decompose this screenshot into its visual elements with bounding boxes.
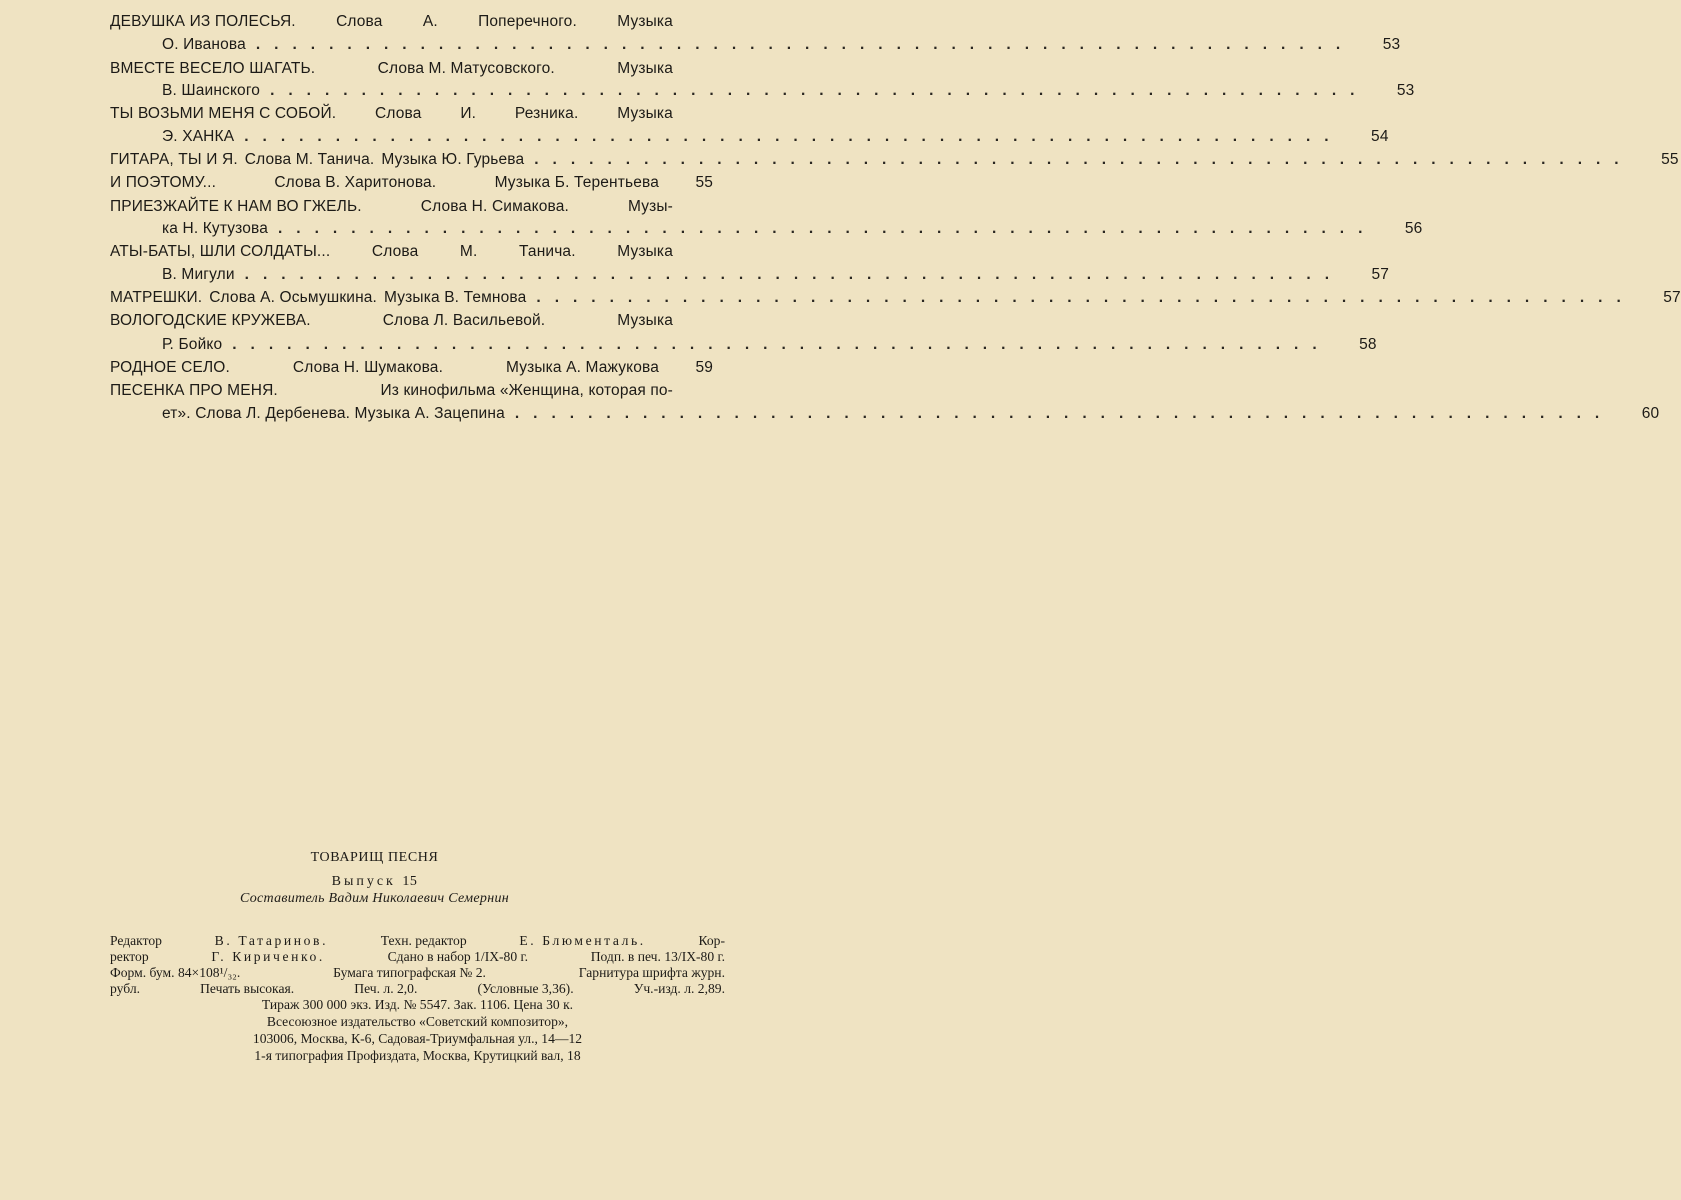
toc-text-part: Слова В. Харитонова. <box>274 174 437 191</box>
toc-line <box>110 289 1681 311</box>
toc-entry-text <box>162 405 505 423</box>
toc-text-part: ВМЕСТЕ ВЕСЕЛО ШАГАТЬ. <box>110 60 316 77</box>
imprint-text: ректор <box>110 949 149 964</box>
page-number: 55 <box>695 174 713 191</box>
toc-text-part: И. <box>460 105 477 122</box>
imprint-line-6: Всесоюзное издательство «Советский композитор», <box>266 1014 569 1029</box>
toc-text-part: Музы- <box>628 198 673 215</box>
toc-line <box>110 198 713 220</box>
toc-text-part: Музыка <box>617 312 673 329</box>
compiler-line: Составитель Вадим Николаевич Семернин <box>240 891 509 906</box>
toc-text-part: ТЫ ВОЗЬМИ МЕНЯ С СОБОЙ. <box>110 105 337 122</box>
toc-text-part: АТЫ-БАТЫ, ШЛИ СОЛДАТЫ... <box>110 243 331 260</box>
toc-text-part: ПЕСЕНКА ПРО МЕНЯ. <box>110 382 278 399</box>
toc-text-part: Музыка Б. Терентьева <box>494 174 659 191</box>
toc-line <box>110 151 1679 173</box>
toc-entry-text <box>162 36 246 54</box>
dot-leader: ............................................................ <box>278 220 1377 237</box>
imprint-line-1 <box>110 933 725 949</box>
toc-text-part: ВОЛОГОДСКИЕ КРУЖЕВА. <box>110 312 311 329</box>
toc-line <box>162 336 1377 358</box>
imprint-line-2 <box>110 949 725 965</box>
toc-text-part: Слова Л. Васильевой. <box>382 312 546 329</box>
toc-entry-text <box>110 382 673 400</box>
toc-text-part: А. <box>422 13 438 30</box>
toc-text-part: Слова <box>371 243 419 260</box>
imprint-text: Гарнитура шрифта журн. <box>578 965 725 980</box>
toc-text-part: ГИТАРА, ТЫ И Я. <box>110 151 238 168</box>
imprint-line-3 <box>110 965 725 981</box>
toc-text-part: Р. Бойко <box>162 336 223 353</box>
toc-entry-text <box>162 128 234 146</box>
toc-text-part: Слова <box>375 105 422 122</box>
toc-text-part: М. <box>459 243 478 260</box>
toc-text-part: Танича. <box>519 243 576 260</box>
imprint-text: Форм. бум. 84×108¹/₃₂. <box>110 965 241 980</box>
page-number: 53 <box>1396 82 1415 99</box>
imprint-text: Редактор <box>110 933 162 948</box>
book-title: ТОВАРИЩ ПЕСНЯ <box>310 850 439 865</box>
page-number: 55 <box>1661 151 1679 168</box>
toc-text-part: И ПОЭТОМУ... <box>110 174 217 191</box>
toc-text-part: МАТРЕШКИ. <box>110 289 203 306</box>
toc-text-part: В. Шаинского <box>162 82 261 99</box>
toc-text-part: Э. ХАНКА <box>162 128 235 145</box>
page-number: 56 <box>1404 220 1423 237</box>
toc-text-part: Слова А. Осьмушкина. <box>209 289 378 306</box>
page-number: 59 <box>695 359 713 376</box>
toc-entry-text <box>110 312 673 330</box>
toc-entry-text <box>110 151 524 169</box>
imprint-text: В. Татаринов. <box>214 933 329 948</box>
toc-text-part: РОДНОЕ СЕЛО. <box>110 359 230 376</box>
dot-leader: ............................................................ <box>536 289 1635 306</box>
toc-text-part: ДЕВУШКА ИЗ ПОЛЕСЬЯ. <box>110 13 296 30</box>
toc-text-part: Слова <box>336 13 383 30</box>
imprint-text: Кор- <box>698 933 725 948</box>
toc-entry-text <box>162 82 260 100</box>
dot-leader: ............................................................ <box>514 405 1614 422</box>
dot-leader: ............................................................ <box>244 266 1344 283</box>
imprint-text: Печать высокая. <box>200 981 295 996</box>
dot-leader: ............................................................ <box>534 151 1633 168</box>
toc-entry-text <box>110 13 673 31</box>
toc-entry-text <box>162 220 268 238</box>
imprint-text: Печ. л. 2,0. <box>354 981 418 996</box>
toc-line <box>162 82 1415 104</box>
toc-text-part: Слова М. Танича. <box>244 151 375 168</box>
dot-leader: ............................................................ <box>244 128 1343 145</box>
page-number: 60 <box>1641 405 1660 422</box>
toc-text-part: Музыка <box>617 60 673 77</box>
toc-line <box>110 312 713 334</box>
toc-text-part: Музыка <box>617 105 673 122</box>
toc-text-part: Слова Н. Симакова. <box>420 198 569 215</box>
page-number: 57 <box>1663 289 1681 306</box>
toc-entry-text <box>110 174 659 192</box>
toc-text-part: Музыка Ю. Гурьева <box>381 151 525 168</box>
toc-entry-text <box>110 359 659 377</box>
toc-line <box>162 405 1660 427</box>
toc-text-part: Музыка В. Темнова <box>384 289 527 306</box>
toc-text-part: Поперечного. <box>478 13 577 30</box>
toc-text-part: Слова Н. Шумакова. <box>292 359 444 376</box>
toc-line <box>110 105 713 127</box>
imprint-line-7: 103006, Москва, К-6, Садовая-Триумфальная ул., 14—12 <box>252 1031 583 1046</box>
page-number: 58 <box>1359 336 1377 353</box>
issue-word: Выпуск <box>331 874 396 889</box>
toc-text-part: ка Н. Кутузова <box>162 220 268 237</box>
imprint-text: Уч.-изд. л. 2,89. <box>633 981 725 996</box>
toc-entry-text <box>162 266 235 284</box>
toc-line <box>110 382 713 404</box>
dot-leader: ............................................................ <box>232 336 1331 353</box>
imprint-text: Сдано в набор 1/IX-80 г. <box>387 949 528 964</box>
toc-entry-text <box>110 243 673 261</box>
dot-leader: ............................................................ <box>255 36 1355 53</box>
toc-text-part: Музыка <box>617 13 673 30</box>
toc-text-part: О. Иванова <box>162 36 246 53</box>
dot-leader: ............................................................ <box>270 82 1369 99</box>
imprint-line-5: Тираж 300 000 экз. Изд. № 5547. Зак. 1106. Цена 30 к. <box>261 997 574 1012</box>
toc-text-part: Музыка <box>617 243 673 260</box>
toc-text-part: Из кинофильма «Женщина, которая по- <box>380 382 673 399</box>
imprint-text: (Условные 3,36). <box>477 981 574 996</box>
toc-entry-text <box>110 60 673 78</box>
toc-entry-text <box>110 289 526 307</box>
imprint-line-4 <box>110 981 725 997</box>
toc-line <box>110 359 713 381</box>
toc-entry-text <box>110 198 673 216</box>
issue-line <box>0 874 749 890</box>
toc-line <box>162 36 1401 58</box>
toc-entry-text <box>162 336 222 354</box>
toc-text-part: ет». Слова Л. Дербенева. Музыка А. Зацепина <box>162 405 505 422</box>
toc-text-part: ПРИЕЗЖАЙТЕ К НАМ ВО ГЖЕЛЬ. <box>110 198 362 215</box>
imprint-text: Подп. в печ. 13/IX-80 г. <box>590 949 725 964</box>
toc-text-part: В. Мигули <box>162 266 235 283</box>
toc-entry-text <box>110 105 673 123</box>
toc-text-part: Резника. <box>514 105 579 122</box>
toc-line <box>162 266 1390 288</box>
page-number: 53 <box>1382 36 1401 53</box>
toc-line <box>110 60 713 82</box>
imprint-text: Е. Блюменталь. <box>519 933 646 948</box>
imprint-text: Бумага типографская № 2. <box>333 965 486 980</box>
toc-text-part: Музыка А. Мажукова <box>505 359 659 376</box>
issue-number: 15 <box>402 874 418 889</box>
toc-line <box>110 13 713 35</box>
toc-text-part: Слова М. Матусовского. <box>377 60 555 77</box>
toc-line <box>110 243 713 265</box>
imprint-text: рубл. <box>110 981 140 996</box>
toc-line <box>162 128 1389 150</box>
toc-line <box>110 174 713 196</box>
toc-line <box>162 220 1423 242</box>
imprint-line-8: 1-я типография Профиздата, Москва, Крутицкий вал, 18 <box>254 1048 581 1063</box>
page-number: 57 <box>1371 266 1390 283</box>
imprint-text: Г. Кириченко. <box>211 949 325 964</box>
imprint-text: Техн. редактор <box>380 933 467 948</box>
page-number: 54 <box>1371 128 1389 145</box>
